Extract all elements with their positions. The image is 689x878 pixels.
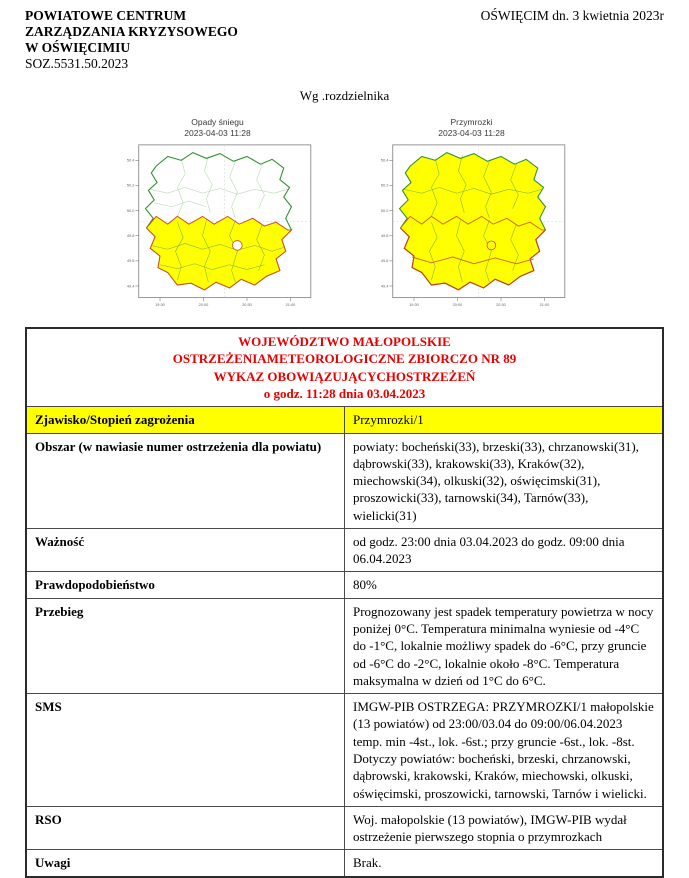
table-title-line3: WYKAZ OBOWIĄZUJĄCYCHOSTRZEŻEŃ [213, 368, 476, 384]
svg-text:49.4: 49.4 [380, 284, 388, 289]
x-axis-labels [409, 303, 549, 307]
table-row-sms [26, 694, 663, 807]
row-label: SMS [26, 694, 345, 807]
table-title-line4: o godz. 11:28 dnia 03.04.2023 [263, 385, 426, 401]
y-axis-labels [126, 159, 134, 289]
table-title-line2: OSTRZEŻENIAMETEOROLOGICZNE ZBIORCZO NR 89 [172, 351, 517, 367]
org-name-line1: POWIATOWE CENTRUM [25, 8, 187, 23]
table-row-remarks [26, 850, 663, 877]
y-axis-labels [380, 159, 388, 289]
enclave-area [232, 241, 242, 251]
map-snowfall-title-text: Opady śniegu [191, 117, 244, 127]
svg-text:50.0: 50.0 [380, 208, 388, 213]
row-label: Uwagi [26, 850, 345, 877]
row-label: Obszar (w nawiasie numer ostrzeżenia dla powiatu) [26, 433, 345, 528]
row-value: Woj. małopolskie (13 powiatów), IMGW-PIB wydał ostrzeżenie pierwszego stopnia o przymrozkach [345, 806, 664, 850]
row-value: Prognozowany jest spadek temperatury powietrza w nocy poniżej 0°C. Temperatura minimalna wyniesie od -4°C do -1°C, lokalnie możliwy spadek do -6°C, przy gruncie od -6°C do -2°C, lokalnie około -8°C. Temperatura maksymalna w dzień od 1°C do 6°C. [345, 598, 664, 693]
y-axis-ticks [135, 160, 138, 286]
row-label: RSO [26, 806, 345, 850]
maps-row [25, 117, 664, 315]
place-date: OŚWIĘCIM dn. 3 kwietnia 2023r [480, 8, 664, 23]
table-row-phenomenon [26, 407, 663, 433]
x-axis-labels [155, 303, 295, 307]
svg-text:21:00: 21:00 [285, 302, 295, 307]
row-label: Zjawisko/Stopień zagrożenia [26, 407, 345, 433]
table-row-rso [26, 806, 663, 850]
row-value: powiaty: bocheński(33), brzeski(33), chrzanowski(31), dąbrowski(33), krakowski(33), Kraków(32), miechowski(34), olkuski(32), oświęcimski(31), proszowicki(33), tarnowski(34), Tarnów(33), wielicki(31) [345, 433, 664, 528]
x-axis-ticks [414, 298, 545, 301]
row-label: Prawdopodobieństwo [26, 572, 345, 598]
svg-text:50.4: 50.4 [126, 158, 134, 163]
reference-number: SOZ.5531.50.2023 [25, 56, 129, 71]
row-value: od godz. 23:00 dnia 03.04.2023 do godz. 09:00 dnia 06.04.2023 [345, 528, 664, 572]
x-axis-ticks [160, 298, 291, 301]
table-row-course [26, 598, 663, 693]
svg-text:19:30: 19:30 [154, 302, 165, 307]
row-value: 80% [345, 572, 664, 598]
svg-text:50.2: 50.2 [380, 183, 388, 188]
svg-text:50.4: 50.4 [380, 158, 388, 163]
svg-text:20:30: 20:30 [495, 302, 506, 307]
svg-text:49.4: 49.4 [126, 284, 134, 289]
svg-text:20:00: 20:00 [198, 302, 208, 307]
distribution-note: Wg .rozdzielnika [299, 88, 390, 103]
svg-text:50.0: 50.0 [126, 208, 134, 213]
org-name-line2: ZARZĄDZANIA KRYZYSOWEGO [25, 24, 238, 39]
map-frost-title-text: Przymrozki [450, 117, 493, 127]
svg-text:20:00: 20:00 [452, 302, 462, 307]
table-title-row [26, 328, 663, 407]
map-snowfall-timestamp: 2023-04-03 11:28 [184, 128, 251, 139]
warnings-table [25, 327, 664, 878]
y-axis-ticks [389, 160, 392, 286]
table-title-line1: WOJEWÓDZTWO MAŁOPOLSKIE [238, 334, 451, 350]
org-block [25, 8, 238, 72]
row-value: Brak. [345, 850, 664, 877]
map-snowfall-title [117, 117, 319, 139]
svg-text:20:30: 20:30 [241, 302, 252, 307]
row-value: Przymrozki/1 [345, 407, 664, 433]
enclave-area [486, 241, 495, 250]
map-snowfall [117, 117, 319, 315]
svg-text:21:00: 21:00 [539, 302, 549, 307]
svg-text:49.8: 49.8 [126, 234, 134, 239]
map-frost-timestamp: 2023-04-03 11:28 [438, 128, 505, 139]
row-label: Przebieg [26, 598, 345, 693]
map-snowfall-canvas [117, 141, 319, 315]
svg-text:19:30: 19:30 [408, 302, 419, 307]
svg-text:49.6: 49.6 [126, 259, 134, 264]
map-frost [371, 117, 573, 315]
svg-text:49.8: 49.8 [380, 234, 388, 239]
org-name-line3: W OŚWIĘCIMIU [25, 40, 131, 55]
map-frost-title [371, 117, 573, 139]
table-row-area [26, 433, 663, 528]
table-title-cell [26, 328, 663, 407]
row-label: Ważność [26, 528, 345, 572]
table-row-probability [26, 572, 663, 598]
row-value: IMGW-PIB OSTRZEGA: PRZYMROZKI/1 małopolskie (13 powiatów) od 23:00/03.04 do 09:00/06.04.2023 temp. min -4st., lok. -6st.; przy gruncie -6st., lok. -8st. Dotyczy powiatów: bocheński, brzeski, chrzanowski, dąbrowski, krakowski, Kraków, miechowski, olkuski, oświęcimski, proszowicki, tarnowski, Tarnów i wielicki. [345, 694, 664, 807]
letterhead [25, 8, 664, 72]
svg-text:49.6: 49.6 [380, 259, 388, 264]
table-row-validity [26, 528, 663, 572]
map-frost-canvas [371, 141, 573, 315]
svg-text:50.2: 50.2 [126, 183, 134, 188]
